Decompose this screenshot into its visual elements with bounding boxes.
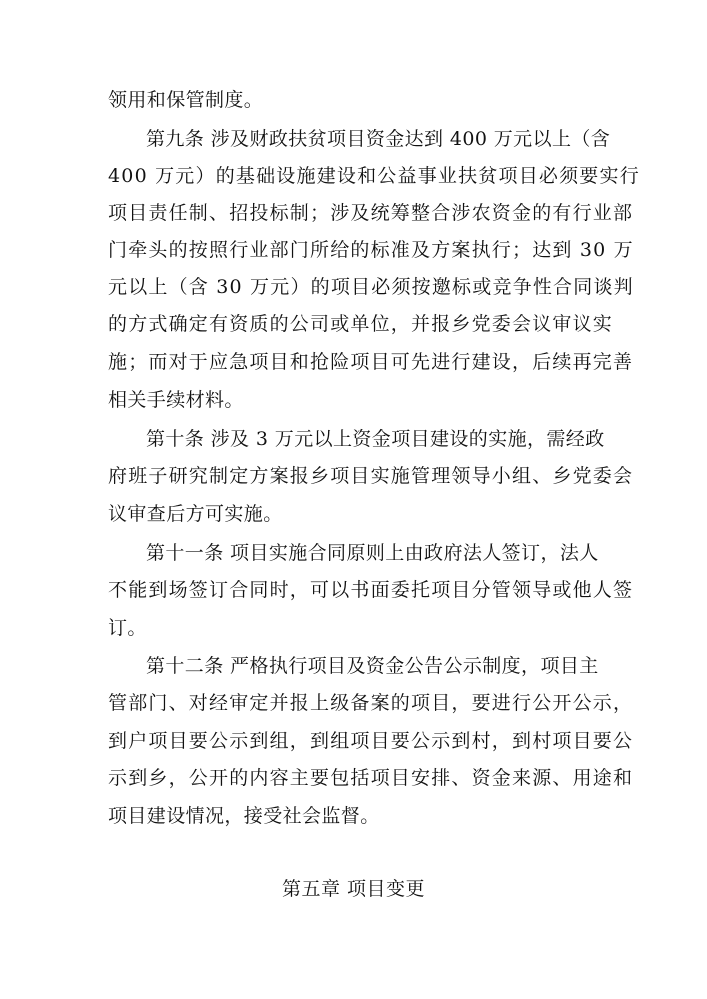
text-line: 领用和保管制度。: [108, 89, 264, 111]
article-9-line: 第九条 涉及财政扶贫项目资金达到 400 万元以上（含: [146, 128, 611, 150]
text-line: 项目责任制、招投标制；涉及统筹整合涉农资金的有行业部: [108, 202, 634, 224]
text-line: 项目建设情况，接受社会监督。: [108, 805, 380, 827]
text-line: 元以上（含 30 万元）的项目必须按邀标或竞争性合同谈判: [108, 276, 634, 298]
text-line: 议审查后方可实施。: [108, 503, 283, 525]
article-11-line: 第十一条 项目实施合同原则上由政府法人签订，法人: [146, 542, 599, 564]
text-line: 到户项目要公示到组，到组项目要公示到村，到村项目要公: [108, 730, 634, 752]
article-10-line: 第十条 涉及 3 万元以上资金项目建设的实施，需经政: [146, 428, 605, 450]
text-line: 府班子研究制定方案报乡项目实施管理领导小组、乡党委会: [108, 465, 634, 487]
text-line: 不能到场签订合同时，可以书面委托项目分管领导或他人签: [108, 579, 634, 601]
article-12-line: 第十二条 严格执行项目及资金公告公示制度，项目主: [146, 655, 599, 677]
text-line: 的方式确定有资质的公司或单位，并报乡党委会议审议实: [108, 313, 614, 335]
text-line: 订。: [108, 617, 147, 639]
text-line: 400 万元）的基础设施建设和公益事业扶贫项目必须要实行: [108, 165, 640, 187]
text-line: 管部门、对经审定并报上级备案的项目，要进行公开公示，: [108, 692, 634, 714]
text-line: 相关手续材料。: [108, 389, 244, 411]
text-line: 示到乡，公开的内容主要包括项目安排、资金来源、用途和: [108, 767, 634, 789]
text-line: 施；而对于应急项目和抢险项目可先进行建设，后续再完善: [108, 351, 634, 373]
text-line: 门牵头的按照行业部门所给的标准及方案执行；达到 30 万: [108, 239, 634, 261]
chapter-heading: 第五章 项目变更: [281, 878, 426, 900]
